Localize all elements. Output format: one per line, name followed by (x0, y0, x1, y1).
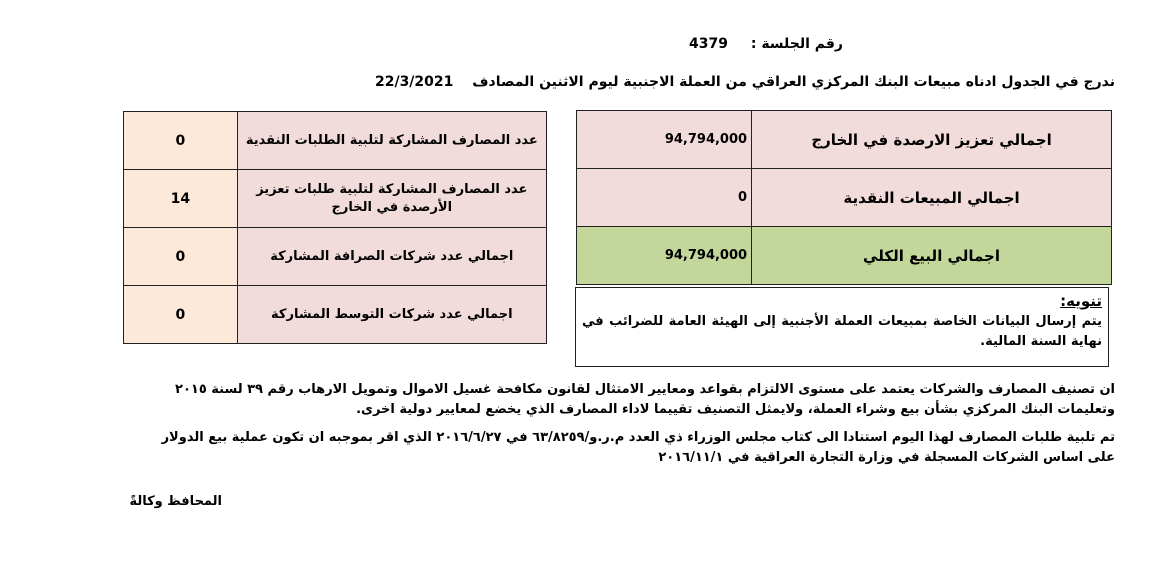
fulfillment-paragraph: تم تلبية طلبات المصارف لهذا اليوم استنادا الى كتاب مجلس الوزراء ذي العدد م.ر.و/٦٣/٨٢٥٩ في ٢٠١٦/٦/٢٧ الذي اقر بموجبه ان تكون عملية بيع الدولار على اساس الشركات المسجلة في وزارة التجارة العراقية في ٢٠١٦/١١/١ (161, 430, 1115, 465)
note-box (575, 287, 1109, 367)
sales-label: اجمالي المبيعات النقدية (752, 169, 1112, 227)
table-row (577, 111, 1112, 169)
session-number: 4379 (689, 36, 728, 52)
classification-paragraph: ان تصنيف المصارف والشركات يعتمد على مستوى الالتزام بقواعد ومعايير الامتثال لقانون مكافحة غسيل الاموال وتمويل الارهاب رقم ٣٩ لسنة ٢٠١٥ وتعليمات البنك المركزي بشأن بيع وشراء العملة، ولايمثل التصنيف تقييما لاداء المصارف الذي يخضع لمعايير دولية اخرى. (175, 382, 1115, 417)
participants-value: 0 (124, 286, 238, 344)
session-label: رقم الجلسة : (750, 36, 843, 52)
intro-date: 22/3/2021 (374, 74, 454, 90)
session-line (689, 36, 843, 52)
sales-value: 94,794,000 (577, 227, 752, 285)
note-title: تنويه: (1060, 292, 1102, 310)
sales-label: اجمالي البيع الكلي (752, 227, 1112, 285)
table-row (124, 112, 547, 170)
participants-label: اجمالي عدد شركات التوسط المشاركة (237, 286, 546, 344)
table-row (577, 227, 1112, 285)
table-row (577, 169, 1112, 227)
sales-value: 94,794,000 (577, 111, 752, 169)
participants-table (123, 111, 547, 344)
note-text: يتم إرسال البيانات الخاصة بمبيعات العملة الأجنبية إلى الهيئة العامة للضرائب في نهاية السنة المالية. (582, 314, 1102, 349)
intro-line (375, 74, 1115, 90)
sales-value: 0 (577, 169, 752, 227)
participants-label: عدد المصارف المشاركة لتلبية الطلبات النقدية (237, 112, 546, 170)
participants-label: عدد المصارف المشاركة لتلبية طلبات تعزيز الأرصدة في الخارج (237, 170, 546, 228)
participants-value: 0 (124, 112, 238, 170)
table-row (124, 228, 547, 286)
sales-table (576, 110, 1112, 285)
sales-label: اجمالي تعزيز الارصدة في الخارج (752, 111, 1112, 169)
table-row (124, 286, 547, 344)
participants-label: اجمالي عدد شركات الصرافة المشاركة (237, 228, 546, 286)
participants-value: 14 (124, 170, 238, 228)
signature: المحافظ وكالةً (129, 494, 222, 509)
table-row (124, 170, 547, 228)
participants-value: 0 (124, 228, 238, 286)
intro-text: ندرج في الجدول ادناه مبيعات البنك المركزي العراقي من العملة الاجنبية ليوم الاثنين المصادف (472, 74, 1115, 90)
